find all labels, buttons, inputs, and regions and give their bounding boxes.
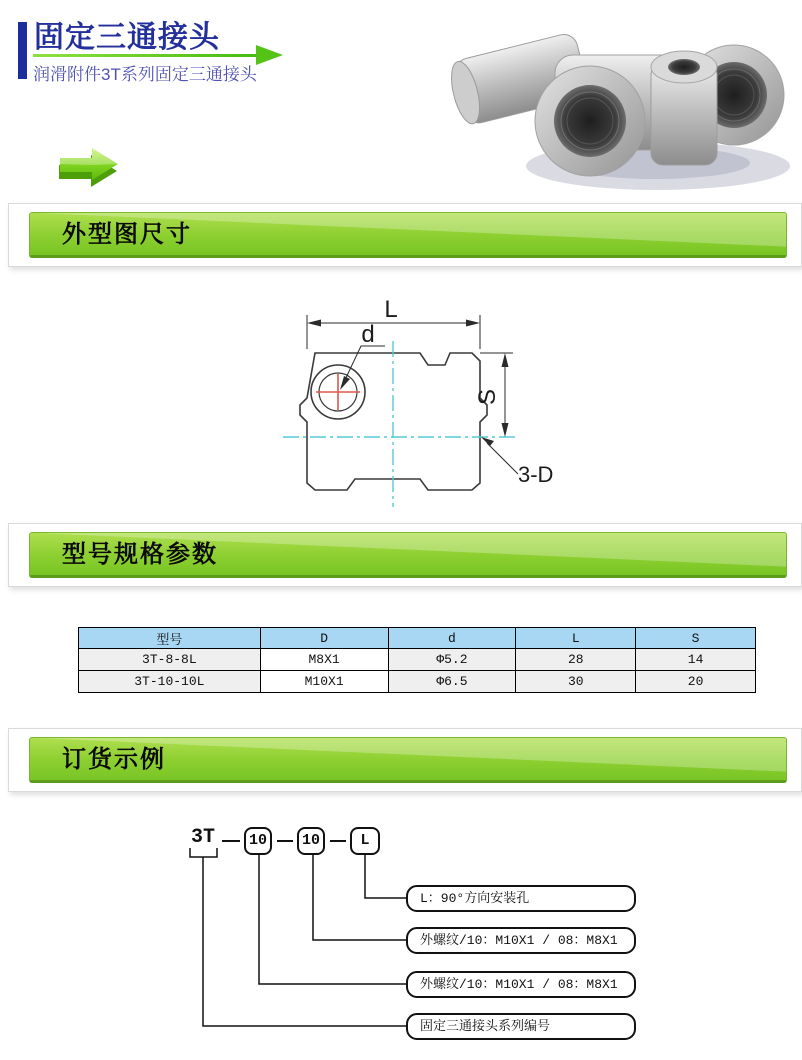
col-header-S: S [636, 628, 756, 649]
table-row [79, 671, 756, 693]
header-underline [33, 54, 259, 57]
order-code-box-1: 10 [244, 827, 272, 855]
dim-label-3D: 3-D [518, 462, 554, 487]
dim-label-S: S [474, 388, 501, 406]
prefix-bracket [190, 848, 217, 857]
section-banner-dimensions [8, 203, 802, 267]
section-banner-ordering [8, 728, 802, 792]
cell-L: 30 [516, 671, 636, 693]
cell-D: M10X1 [260, 671, 388, 693]
page-title: 固定三通接头 [34, 21, 220, 54]
green-arrow-icon [58, 142, 122, 188]
section-title: 型号规格参数 [62, 541, 218, 568]
cell-S: 14 [636, 649, 756, 671]
callout-thread-1: 外螺纹/10：M10X1 / 08：M8X1 [406, 971, 636, 998]
table-row [79, 649, 756, 671]
page-subtitle: 润滑附件3T系列固定三通接头 [33, 65, 257, 84]
callout-thread-2: 外螺纹/10：M10X1 / 08：M8X1 [406, 927, 636, 954]
cell-d: Φ6.5 [388, 671, 516, 693]
col-header-D: D [260, 628, 388, 649]
spec-table-header-row [79, 628, 756, 649]
col-header-L: L [516, 628, 636, 649]
dim-label-d: d [361, 321, 375, 348]
center-stub [651, 51, 717, 165]
product-photo [440, 3, 800, 198]
hole-crosshair [316, 374, 360, 410]
col-header-model: 型号 [79, 628, 261, 649]
cell-model: 3T-8-8L [79, 649, 261, 671]
cell-d: Φ5.2 [388, 649, 516, 671]
order-code-box-3: L [350, 827, 380, 855]
front-port [535, 66, 645, 176]
section-title: 订货示例 [62, 746, 166, 773]
order-code-box-2: 10 [297, 827, 325, 855]
order-code-prefix: 3T [190, 826, 215, 849]
header-arrow-icon [256, 45, 283, 65]
dimension-drawing [265, 293, 625, 523]
spec-table [78, 627, 756, 693]
header-accent-bar [18, 22, 27, 79]
section-title: 外型图尺寸 [62, 221, 192, 248]
col-header-d: d [388, 628, 516, 649]
callout-L-hole: L：90°方向安装孔 [406, 885, 636, 912]
dim-label-L: L [384, 296, 398, 323]
cell-model: 3T-10-10L [79, 671, 261, 693]
cell-D: M8X1 [260, 649, 388, 671]
callout-series: 固定三通接头系列编号 [406, 1013, 636, 1040]
dim-3D [481, 437, 518, 474]
cell-L: 28 [516, 649, 636, 671]
cell-S: 20 [636, 671, 756, 693]
section-banner-specs [8, 523, 802, 587]
